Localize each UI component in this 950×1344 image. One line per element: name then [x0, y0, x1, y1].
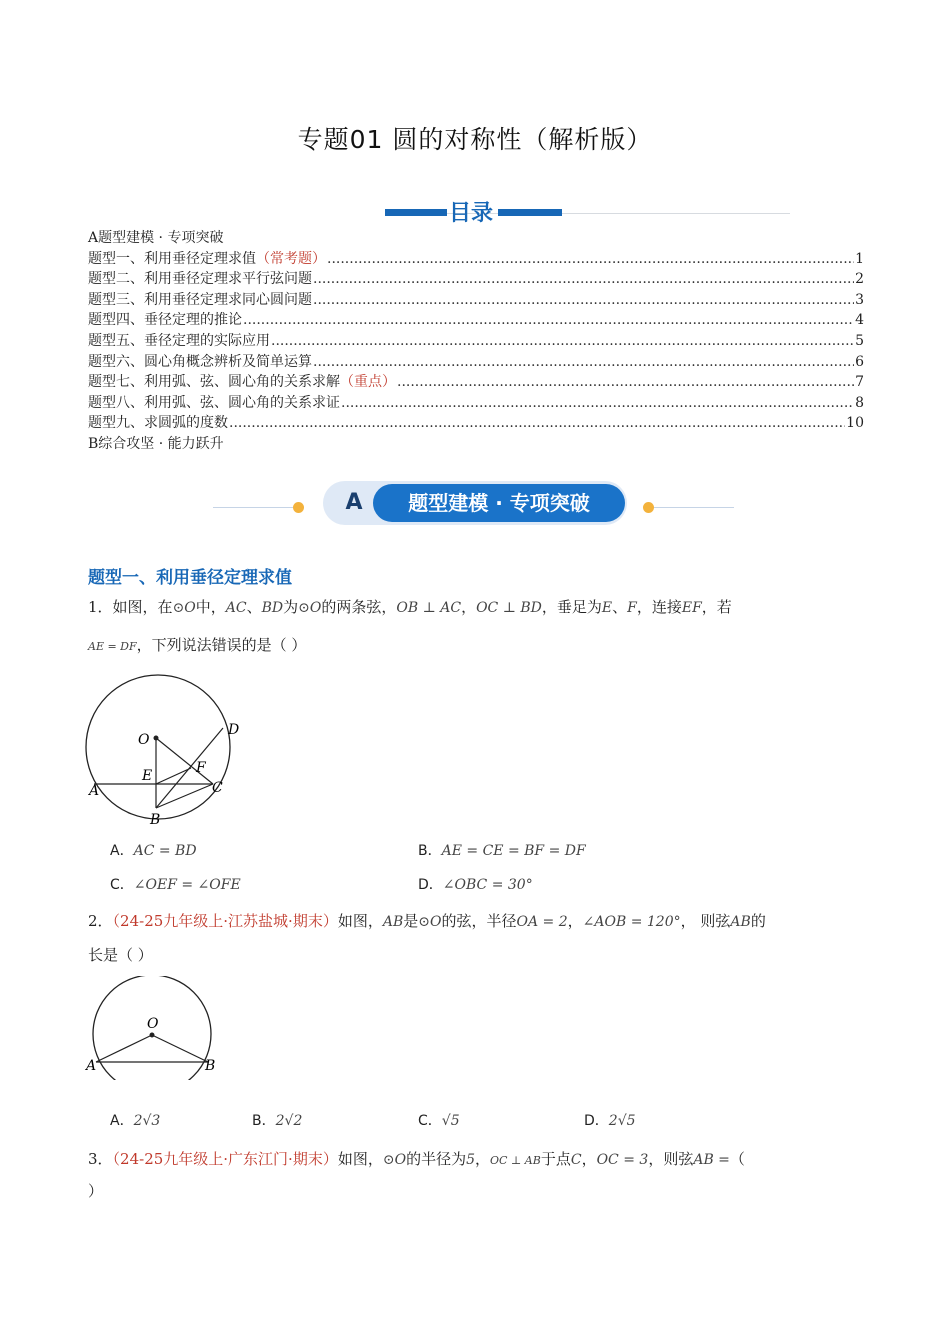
- fig2-label-a: A: [86, 1058, 97, 1074]
- toc-heading-bar: [385, 196, 790, 228]
- toc-item[interactable]: 题型二、利用垂径定理求平行弦问题 ..... 2: [88, 269, 864, 290]
- toc-item[interactable]: 题型七、利用弧、弦、圆心角的关系求解 （重点） ..... 7: [88, 372, 864, 393]
- fig-label-b: B: [150, 812, 161, 828]
- q1-option-b[interactable]: B．AE = CE = BF = DF: [418, 843, 586, 859]
- section-banner: [213, 478, 733, 532]
- question-2-line2: 长是（ ）: [88, 946, 153, 964]
- banner-letter: A: [345, 490, 363, 515]
- q1-option-d[interactable]: D．∠OBC = 30°: [418, 877, 533, 893]
- table-of-contents: [88, 228, 864, 455]
- fig2-label-o: O: [147, 1016, 159, 1032]
- banner-text: 题型建模 · 专项突破: [373, 484, 625, 522]
- q1-figure: [80, 668, 260, 828]
- section-heading: 题型一、利用垂径定理求值: [88, 568, 292, 588]
- toc-part-a: A题型建模 · 专项突破: [88, 230, 224, 246]
- fig-label-f: F: [196, 760, 206, 776]
- toc-item[interactable]: 题型一、利用垂径定理求值 （常考题） ..... 1: [88, 249, 864, 270]
- fig-label-d: D: [228, 722, 240, 738]
- page-title: 专题01 圆的对称性（解析版）: [297, 125, 653, 154]
- toc-item[interactable]: 题型四、垂径定理的推论 ..... 4: [88, 310, 864, 331]
- q2-option-d[interactable]: D．2√5: [584, 1113, 636, 1129]
- fig-label-a: A: [89, 783, 100, 799]
- toc-item[interactable]: 题型三、利用垂径定理求同心圆问题 ..... 3: [88, 290, 864, 311]
- fig-label-o: O: [138, 732, 150, 748]
- toc-part-b: B综合攻坚 · 能力跃升: [88, 435, 224, 452]
- fig2-label-b: B: [205, 1058, 216, 1074]
- toc-item[interactable]: 题型八、利用弧、弦、圆心角的关系求证 ..... 8: [88, 393, 864, 414]
- toc-item[interactable]: 题型六、圆心角概念辨析及简单运算 ..... 6: [88, 352, 864, 373]
- q2-option-b[interactable]: B．2√2: [252, 1113, 303, 1129]
- question-3: 3．（24-25九年级上·广东江门·期末）如图，⊙O的半径为5，OC ⊥ AB于点C，OC = 3，则弦AB =（: [88, 1150, 745, 1168]
- q2-figure: [84, 976, 224, 1080]
- q2-option-a[interactable]: A．2√3: [110, 1113, 161, 1129]
- fig-label-e: E: [142, 768, 153, 784]
- fig-label-c: C: [212, 780, 223, 796]
- toc-item[interactable]: 题型五、垂径定理的实际应用 ..... 5: [88, 331, 864, 352]
- q2-option-c[interactable]: C．√5: [418, 1113, 460, 1129]
- question-3-line2: ）: [88, 1182, 104, 1200]
- question-1: 1．如图，在⊙O中，AC、BD为⊙O的两条弦，OB ⊥ AC，OC ⊥ BD，垂足为E、F，连接EF，若: [88, 598, 732, 616]
- question-2: 2．（24-25九年级上·江苏盐城·期末）如图，AB是⊙O的弦，半径OA = 2，∠AOB = 120°， 则弦AB的: [88, 912, 766, 930]
- q1-option-c[interactable]: C．∠OEF = ∠OFE: [110, 877, 241, 893]
- question-1-line2: AE = DF，下列说法错误的是（ ）: [88, 636, 307, 654]
- toc-item[interactable]: 题型九、求圆弧的度数 ..... 10: [88, 413, 864, 434]
- q1-option-a[interactable]: A．AC = BD: [110, 843, 197, 859]
- toc-heading: 目录: [449, 201, 494, 226]
